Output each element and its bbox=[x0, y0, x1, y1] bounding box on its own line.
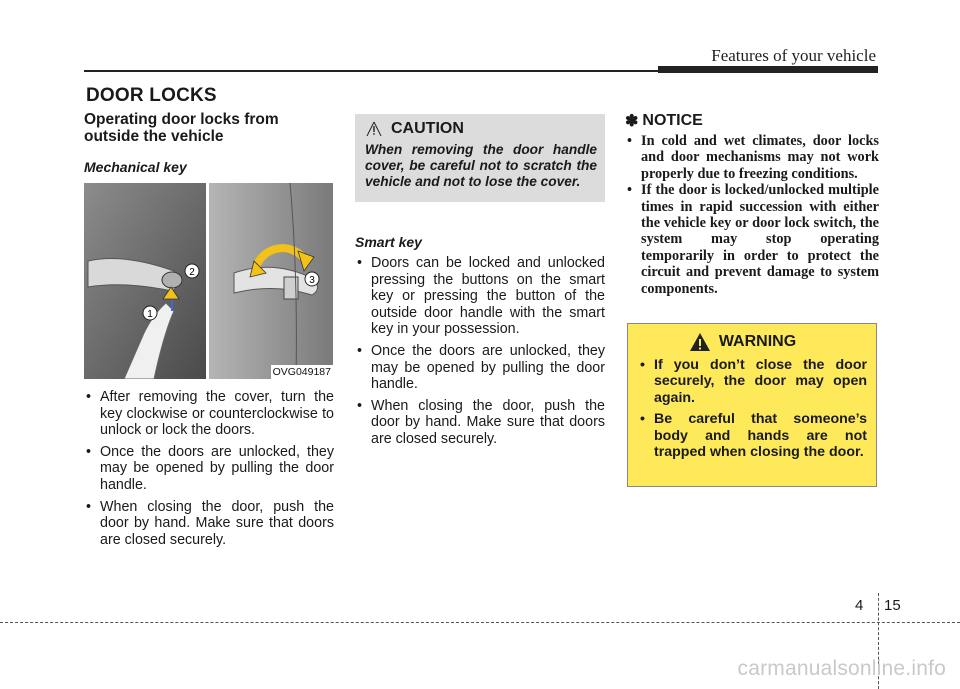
caution-box bbox=[355, 114, 605, 202]
left-column bbox=[84, 111, 334, 548]
header-bar bbox=[658, 66, 878, 73]
mechanical-key-heading: Mechanical key bbox=[84, 159, 187, 175]
watermark: carmanualsonline.info bbox=[737, 657, 946, 680]
notice-list bbox=[625, 133, 879, 297]
middle-column bbox=[355, 114, 605, 448]
callout-2 bbox=[184, 263, 200, 279]
warning-box bbox=[627, 323, 877, 487]
footer-dashed-rule bbox=[0, 622, 960, 623]
list-item: • When closing the door, push the door by hand. Make sure that doors are closed securely. bbox=[84, 499, 334, 549]
notice-header bbox=[625, 111, 879, 131]
callout-2-label: 2 bbox=[189, 267, 195, 278]
caution-title: CAUTION bbox=[391, 120, 464, 137]
list-item: • Be careful that someone’s body and hands are not trapped when closing the door. bbox=[638, 411, 867, 460]
warning-header bbox=[638, 332, 867, 352]
door-handle-illustration bbox=[84, 183, 333, 379]
caution-header bbox=[365, 120, 597, 138]
mechanical-key-list bbox=[84, 389, 334, 548]
notice-title: NOTICE bbox=[642, 112, 703, 129]
list-item: • Once the doors are unlocked, they may be opened by pulling the door handle. bbox=[355, 343, 605, 393]
smart-key-list bbox=[355, 255, 605, 448]
warning-list bbox=[638, 357, 867, 460]
figure-label: OVG049187 bbox=[272, 366, 331, 378]
list-item: • In cold and wet climates, door locks and door mechanisms may not work properly due to freezing conditions. bbox=[625, 133, 879, 182]
right-column bbox=[625, 111, 879, 297]
list-item: • When closing the door, push the door by hand. Make sure that doors are closed securely. bbox=[355, 398, 605, 448]
list-item: • Once the doors are unlocked, they may be opened by pulling the door handle. bbox=[84, 444, 334, 494]
callout-3-label: 3 bbox=[309, 275, 315, 286]
list-item: • After removing the cover, turn the key clockwise or counterclockwise to unlock or lock the doors. bbox=[84, 389, 334, 439]
subsection-heading: Operating door locks from outside the vehicle bbox=[84, 111, 279, 145]
callout-1 bbox=[142, 305, 158, 321]
warning-title: WARNING bbox=[718, 333, 797, 350]
running-header: Features of your vehicle bbox=[711, 46, 876, 65]
callout-3 bbox=[304, 271, 320, 287]
smart-key-heading: Smart key bbox=[355, 234, 422, 250]
list-item: • Doors can be locked and unlocked pressing the buttons on the smart key or pressing the button of the outside door handle with the smart key in your possession. bbox=[355, 255, 605, 338]
door-handle-figure bbox=[84, 183, 333, 379]
caution-text: When removing the door handle cover, be careful not to scratch the vehicle and not to lose the cover. bbox=[365, 142, 597, 189]
callout-1-label: 1 bbox=[147, 309, 153, 320]
list-item: • If the door is locked/unlocked multiple times in rapid succession with either the vehicle key or door lock switch, the system may stop operating temporarily in order to protect the circuit and prevent damage to system components. bbox=[625, 182, 879, 297]
list-item: • If you don’t close the door securely, the door may open again. bbox=[638, 357, 867, 406]
warning-triangle-icon bbox=[689, 332, 711, 352]
caution-triangle-icon bbox=[365, 120, 383, 138]
section-title: DOOR LOCKS bbox=[86, 85, 217, 106]
page-number: 15 bbox=[884, 597, 901, 614]
notice-asterisk-icon: ✽ bbox=[625, 113, 639, 130]
chapter-number: 4 bbox=[855, 597, 864, 614]
